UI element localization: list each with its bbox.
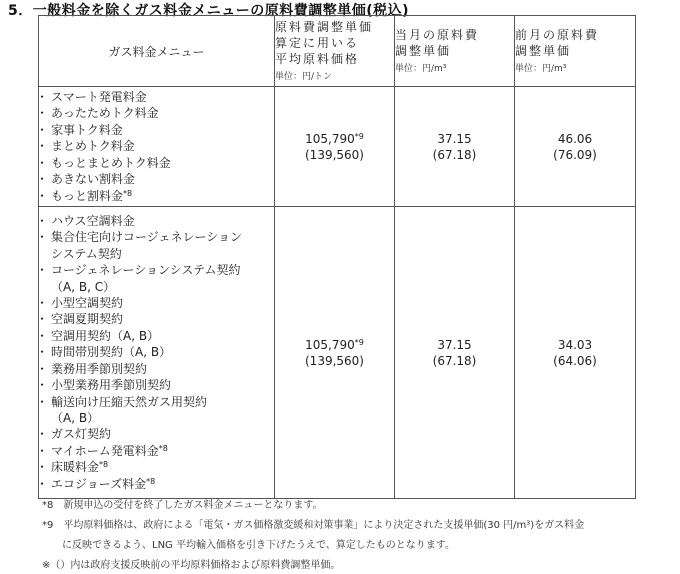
table-header-row bbox=[39, 16, 636, 87]
menu-item-label: あきない割料金 bbox=[51, 172, 136, 187]
list-item bbox=[39, 476, 274, 492]
list-item bbox=[39, 311, 274, 327]
list-item bbox=[39, 443, 274, 459]
avg-price-cell-value bbox=[275, 337, 394, 353]
header-avg-price bbox=[275, 16, 395, 87]
menu-item-label: システム契約 bbox=[51, 246, 122, 261]
header-avg-price-unit: 単位：円/トン bbox=[275, 72, 333, 82]
footnote-ref: *8 bbox=[146, 476, 156, 486]
header-current-unit: 単位：円/m³ bbox=[395, 64, 447, 74]
previous-rate-cell-value bbox=[515, 337, 635, 353]
list-item bbox=[39, 122, 274, 138]
header-current-line: 調整単価 bbox=[395, 44, 452, 58]
table-row bbox=[39, 87, 636, 207]
header-avg-price-line: 平均原料価格 bbox=[275, 52, 360, 66]
menu-item-label: 空調用契約（A, B） bbox=[51, 328, 160, 343]
menu-cell bbox=[39, 87, 275, 207]
menu-item-label: 家事トク料金 bbox=[51, 122, 123, 137]
current-rate-cell-value bbox=[395, 337, 514, 353]
current-rate-cell-number: 37.15 bbox=[437, 337, 472, 352]
list-item bbox=[39, 155, 274, 171]
previous-rate-cell-pre-support: (76.09) bbox=[553, 147, 597, 162]
header-avg-price-line: 算定に用いる bbox=[275, 36, 360, 50]
avg-price-cell-pre-support: (139,560) bbox=[305, 353, 364, 368]
list-item-continuation bbox=[39, 246, 274, 262]
header-menu: ガス料金メニュー bbox=[39, 16, 275, 87]
menu-item-label: あったためトク料金 bbox=[51, 106, 159, 121]
menu-cell bbox=[39, 207, 275, 499]
previous-rate-cell bbox=[515, 87, 636, 207]
header-current-line: 当月の原料費 bbox=[395, 28, 480, 42]
list-item bbox=[39, 459, 274, 475]
menu-item-label: もっとまとめトク料金 bbox=[51, 155, 171, 170]
footnote-ref: *8 bbox=[99, 460, 109, 470]
current-rate-cell-pre-support: (67.18) bbox=[432, 147, 477, 162]
menu-item-label: 集合住宅向けコージェネレーション bbox=[51, 230, 243, 245]
menu-item-label: マイホーム発電料金 bbox=[51, 443, 159, 458]
list-item bbox=[39, 213, 274, 229]
rate-table bbox=[38, 15, 636, 499]
menu-item-label: ハウス空調料金 bbox=[51, 214, 135, 229]
menu-item-label: 空調夏期契約 bbox=[51, 312, 124, 327]
list-item bbox=[39, 188, 274, 204]
avg-price-cell bbox=[275, 207, 395, 499]
footnote-ref: *9 bbox=[354, 131, 364, 141]
current-rate-cell bbox=[395, 207, 515, 499]
avg-price-cell-value bbox=[275, 131, 394, 147]
list-item bbox=[39, 171, 274, 187]
list-item bbox=[39, 394, 274, 410]
menu-item-label: ガス灯契約 bbox=[51, 427, 112, 442]
current-rate-cell bbox=[395, 87, 515, 207]
menu-item-label: まとめトク料金 bbox=[51, 139, 135, 154]
avg-price-cell bbox=[275, 87, 395, 207]
current-rate-cell-pre-support: (67.18) bbox=[432, 353, 477, 368]
menu-item-label: 小型空調契約 bbox=[51, 296, 124, 311]
menu-item-label: 小型業務用季節別契約 bbox=[51, 378, 172, 393]
menu-list bbox=[39, 89, 274, 204]
list-item bbox=[39, 105, 274, 121]
previous-rate-cell-value bbox=[515, 131, 635, 147]
table-row bbox=[39, 207, 636, 499]
list-item bbox=[39, 229, 274, 245]
menu-item-label: スマート発電料金 bbox=[51, 90, 147, 105]
previous-rate-cell-number: 46.06 bbox=[557, 131, 593, 146]
list-item bbox=[39, 295, 274, 311]
list-item-continuation bbox=[39, 279, 274, 295]
list-item-continuation bbox=[39, 410, 274, 426]
menu-item-label: （A, B） bbox=[51, 410, 100, 425]
menu-item-label: （A, B, C） bbox=[51, 279, 116, 294]
avg-price-cell-pre-support: (139,560) bbox=[305, 147, 364, 162]
header-avg-price-line: 原料費調整単価 bbox=[275, 20, 374, 34]
header-previous-unit: 単位：円/m³ bbox=[515, 64, 567, 74]
menu-list bbox=[39, 213, 274, 492]
list-item bbox=[39, 344, 274, 360]
current-rate-cell-number: 37.15 bbox=[437, 131, 472, 146]
footnote-ref: *8 bbox=[158, 443, 168, 453]
section-heading: 5．一般料金を除くガス料金メニューの原料費調整単価(税込) bbox=[8, 3, 410, 19]
list-item bbox=[39, 262, 274, 278]
header-previous-line: 前月の原料費 bbox=[515, 28, 600, 42]
list-item bbox=[39, 138, 274, 154]
menu-item-label: 輸送向け圧縮天然ガス用契約 bbox=[51, 394, 208, 409]
footnote: *8 新規申込の受付を終了したガス料金メニューとなります。 bbox=[42, 500, 323, 511]
current-rate-cell-value bbox=[395, 131, 514, 147]
menu-item-label: 業務用季節別契約 bbox=[51, 361, 148, 376]
avg-price-cell-number: 105,790 bbox=[305, 131, 355, 146]
list-item bbox=[39, 426, 274, 442]
menu-item-label: 時間帯別契約（A, B） bbox=[51, 345, 172, 360]
menu-item-label: コージェネレーションシステム契約 bbox=[51, 263, 241, 278]
footnote-ref: *8 bbox=[123, 188, 133, 198]
list-item bbox=[39, 89, 274, 105]
previous-rate-cell-number: 34.03 bbox=[557, 337, 593, 352]
menu-item-label: エコジョーズ料金 bbox=[51, 476, 147, 491]
header-previous bbox=[515, 16, 636, 87]
previous-rate-cell bbox=[515, 207, 636, 499]
footnote: に反映できるよう、LNG 平均輸入価格を引き下げたうえで、算定したものとなります。 bbox=[42, 540, 455, 551]
footnote: *9 平均原料価格は、政府による「電気・ガス価格激変緩和対策事業」により決定された支援単価(30 円/m³)をガス料金 bbox=[42, 520, 585, 531]
menu-item-label: 床暖料金 bbox=[51, 460, 100, 475]
footnote-ref: *9 bbox=[354, 337, 364, 347]
menu-item-label: もっと割料金 bbox=[51, 188, 124, 203]
list-item bbox=[39, 377, 274, 393]
list-item bbox=[39, 361, 274, 377]
avg-price-cell-number: 105,790 bbox=[305, 337, 355, 352]
header-current bbox=[395, 16, 515, 87]
header-previous-line: 調整単価 bbox=[515, 44, 572, 58]
previous-rate-cell-pre-support: (64.06) bbox=[553, 353, 597, 368]
footnote: ※（）内は政府支援反映前の平均原料価格および原料費調整単価。 bbox=[42, 560, 341, 571]
list-item bbox=[39, 328, 274, 344]
